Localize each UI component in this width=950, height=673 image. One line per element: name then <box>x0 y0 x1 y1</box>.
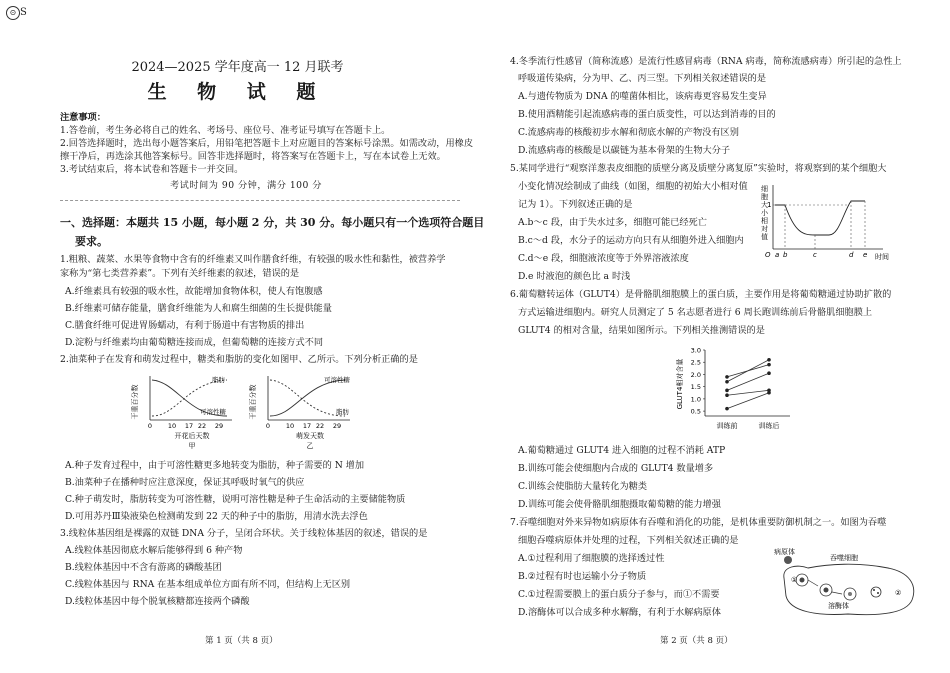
q4-option-b: B.使用酒精能引起流感病毒的蛋白质变性，可以达到消毒的目的 <box>518 109 776 120</box>
section-heading-cont: 要求。 <box>75 235 108 248</box>
tick: 10 <box>167 422 177 430</box>
data-point <box>725 407 729 411</box>
ylabel-char-1: 细 <box>761 185 768 193</box>
lysosome-label: 溶酶体 <box>828 602 849 610</box>
y-tick-label: 1.0 <box>690 395 701 404</box>
q5-one: 1 <box>767 201 772 209</box>
exam-title: 2024—2025 学年度高一 12 月联考 <box>131 60 344 75</box>
q2-chart-yi <box>250 372 365 452</box>
q2-option-c: C.种子萌发时，脂肪转变为可溶性糖，说明可溶性糖是种子生命活动的主要储能物质 <box>65 494 406 505</box>
size-curve <box>775 201 865 235</box>
logo-circle-icon: ⊙ <box>6 6 20 20</box>
page-number: 第 1 页（共 8 页） <box>205 636 278 646</box>
publisher-logo: ⊙ S <box>6 6 27 20</box>
q3-option-b: B.线粒体基因中不含有游离的磷酸基团 <box>65 562 222 573</box>
pathogen-icon <box>784 556 792 564</box>
sugar-label: 可溶性糖 <box>200 408 226 416</box>
data-point <box>767 363 771 367</box>
digested-pathogen-icon <box>848 592 852 596</box>
notice-title: 注意事项： <box>60 112 106 123</box>
fat-label: 脂肪 <box>336 408 349 416</box>
ylabel-char-5: 相 <box>761 217 768 225</box>
q1-option-d: D.淀粉与纤维素均由葡萄糖连接而成，但葡萄糖的连接方式不同 <box>65 337 324 348</box>
q2-chart-jia <box>132 372 242 452</box>
q6-stem: GLUT4 的相对含量，结果如图所示。下列相关推测错误的是 <box>518 325 765 336</box>
y-tick-label: 1.5 <box>690 383 701 392</box>
page-number: 第 2 页（共 8 页） <box>660 636 733 646</box>
subject-title: 生 物 试 题 <box>147 81 328 103</box>
x-category-before: 训练前 <box>716 422 738 430</box>
q5-stem: 记为 1）。下列叙述正确的是 <box>518 199 633 210</box>
subject-line <box>727 373 769 390</box>
chart-jia-xlabel: 开花后天数 <box>174 432 210 440</box>
page-2 <box>475 0 950 673</box>
q2-stem: 2.油菜种子在发育和萌发过程中，糖类和脂肪的变化如图甲、乙所示。下列分析正确的是 <box>60 354 418 365</box>
chart-jia-ylabel: 干重百分数 <box>131 384 139 420</box>
y-ticks <box>691 347 705 416</box>
y-tick-label: 2.5 <box>690 358 701 367</box>
notice-line: 3.考试结束后，将本试卷和答题卡一并交回。 <box>60 164 244 175</box>
data-point <box>725 393 729 397</box>
step-2-label: ② <box>895 589 902 597</box>
point-a: a <box>775 251 780 259</box>
tick: 17 <box>302 422 312 430</box>
ylabel-char-7: 值 <box>761 233 768 241</box>
q4-option-c: C.流感病毒的核酸初步水解和彻底水解的产物没有区别 <box>518 127 739 138</box>
tick: 0 <box>265 422 271 430</box>
q6-option-d: D.训练可能会使骨骼肌细胞摄取葡萄糖的能力增强 <box>518 499 721 510</box>
point-d: d <box>849 251 854 259</box>
q5-option-b: B.c～d 段，水分子的运动方向只有从细胞外进入细胞内 <box>518 235 744 246</box>
q6-option-c: C.训练会使脂肪大量转化为糖类 <box>518 481 648 492</box>
pathogen-label: 病原体 <box>774 548 795 556</box>
q1-stem: 家称为“第七类营养素”。下列有关纤维素的叙述，错误的是 <box>60 268 300 279</box>
engulfed-pathogen-icon <box>800 578 805 583</box>
q5-origin: O <box>765 251 771 259</box>
ylabel-char-4: 小 <box>761 209 768 217</box>
notice-line: 1.答卷前，考生务必将自己的姓名、考场号、座位号、准考证号填写在答题卡上。 <box>60 125 391 136</box>
q7-phagocyte-diagram <box>768 544 938 624</box>
fat-label: 脂肪 <box>212 376 225 384</box>
q6-option-b: B.训练可能会使细胞内合成的 GLUT4 数量增多 <box>518 463 714 474</box>
q3-stem: 3.线粒体基因组是裸露的双链 DNA 分子，呈闭合环状。关于线粒体基因的叙述，错误的是 <box>60 528 428 539</box>
q1-stem: 1.粗粮、蔬菜、水果等食物中含有的纤维素又叫作膳食纤维，有较强的吸水性和黏性，被营养学 <box>60 254 446 265</box>
tick: 29 <box>214 422 224 430</box>
data-point <box>725 380 729 384</box>
sugar-curve <box>270 380 345 416</box>
tick: 22 <box>315 422 325 430</box>
ylabel-char-2: 胞 <box>761 193 768 201</box>
step-1-label: ① <box>791 576 798 584</box>
fat-curve <box>270 380 345 416</box>
chart-yi-ylabel: 干重百分数 <box>249 384 257 420</box>
q3-option-c: C.线粒体基因与 RNA 在基本组成单位方面有所不同，但结构上无区别 <box>65 579 351 590</box>
data-point <box>725 389 729 393</box>
sugar-label: 可溶性糖 <box>324 376 350 384</box>
ylabel-char-3: 大 <box>761 201 768 209</box>
q2-option-d: D.可用苏丹Ⅲ染液染色检测萌发到 22 天的种子中的脂肪，用清水洗去浮色 <box>65 511 368 522</box>
q7-option-a: A.①过程利用了细胞膜的选择透过性 <box>518 553 665 564</box>
data-point <box>767 358 771 362</box>
subject-line <box>727 393 769 409</box>
q3-option-a: A.线粒体基因彻底水解后能够得到 6 种产物 <box>65 545 243 556</box>
section-heading: 一、选择题：本题共 15 小题，每小题 2 分，共 30 分。每小题只有一个选项符合题目 <box>60 216 485 229</box>
x-category-after: 训练后 <box>758 422 780 430</box>
enzyme-dot-icon <box>873 589 875 591</box>
q7-stem: 7.吞噬细胞对外来异物如病原体有吞噬和消化的功能，是机体重要防御机制之一。如图为吞噬 <box>510 517 887 528</box>
notice-line: 擦干净后，再选涂其他答案标号。回答非选择题时，将答案写在答题卡上，写在本试卷上无效。 <box>60 151 446 162</box>
y-tick-label: 0.5 <box>690 407 701 416</box>
exam-time: 考试时间为 90 分钟，满分 100 分 <box>170 180 322 191</box>
series-group <box>725 358 771 410</box>
phagocyte-label: 吞噬细胞 <box>830 554 858 562</box>
q5-option-a: A.b～c 段，由于失水过多，细胞可能已经死亡 <box>518 217 707 228</box>
q6-stem: 6.葡萄糖转运体（GLUT4）是骨骼肌细胞膜上的蛋白质，主要作用是将葡萄糖通过协助扩散的 <box>510 289 892 300</box>
lysosome-icon <box>871 587 881 597</box>
q6-stem: 方式运输进细胞内。研究人员测定了 5 名志愿者进行 6 周长跑训练前后骨骼肌细胞膜上 <box>518 307 873 318</box>
tick: 22 <box>197 422 207 430</box>
point-c: c <box>813 251 817 259</box>
tick: 10 <box>285 422 295 430</box>
q2-option-a: A.种子发育过程中，由于可溶性糖更多地转变为脂肪，种子需要的 N 增加 <box>65 460 365 471</box>
q5-stem: 小变化情况绘制成了曲线（如图，细胞的初始大小相对值 <box>518 181 748 192</box>
q5-xlabel: 时间 <box>875 253 889 261</box>
subject-line <box>727 360 769 382</box>
q4-stem: 4.冬季流行性感冒（简称流感）是流行性感冒病毒（RNA 病毒，简称流感病毒）所引起的急性上 <box>510 56 902 67</box>
enzyme-dot-icon <box>877 592 879 594</box>
point-e: e <box>863 251 868 259</box>
engulfed-pathogen-icon <box>824 588 829 593</box>
q4-option-a: A.与遗传物质为 DNA 的噬菌体相比，该病毒更容易发生变异 <box>518 91 767 102</box>
q1-option-c: C.膳食纤维可促进胃肠蠕动，有利于肠道中有害物质的排出 <box>65 320 305 331</box>
notice-line: 2.回答选择题时，选出每小题答案后，用铅笔把答题卡上对应题目的答案标号涂黑。如需改动，用橡皮 <box>60 138 474 149</box>
chart-yi-name: 乙 <box>306 442 314 450</box>
q6-glut4-chart <box>675 344 795 436</box>
q6-ylabel: GLUT4相对含量 <box>676 358 684 410</box>
q7-stem: 细胞吞噬病原体并处理的过程，下列相关叙述正确的是 <box>518 535 739 546</box>
q4-option-d: D.流感病毒的核酸是以碳链为基本骨架的生物大分子 <box>518 145 731 156</box>
q3-option-d: D.线粒体基因中每个脱氧核糖都连接两个磷酸 <box>65 596 250 607</box>
q2-option-b: B.油菜种子在播种时应注意深度，保证其呼吸时氧气的供应 <box>65 477 305 488</box>
q4-stem: 呼吸道传染病，分为甲、乙、丙三型。下列相关叙述错误的是 <box>518 73 767 84</box>
q7-option-d: D.溶酶体可以合成多种水解酶，有利于水解病原体 <box>518 607 721 618</box>
tick: 29 <box>332 422 342 430</box>
q7-option-b: B.②过程有时也运输小分子物质 <box>518 571 647 582</box>
q7-option-c: C.①过程需要膜上的蛋白质分子参与，而①不需要 <box>518 589 720 600</box>
q5-ylabel <box>761 185 770 241</box>
chart-yi-xlabel: 萌发天数 <box>296 432 324 440</box>
y-tick-label: 3.0 <box>690 346 701 355</box>
y-tick-label: 2.0 <box>690 370 701 379</box>
data-point <box>767 391 771 395</box>
data-point <box>767 371 771 375</box>
arrow-icon <box>808 580 818 586</box>
tick: 0 <box>147 422 153 430</box>
tick: 17 <box>184 422 194 430</box>
chart-jia-name: 甲 <box>188 442 196 450</box>
q1-option-a: A.纤维素具有较强的吸水性，故能增加食物体积，使人有饱腹感 <box>65 286 323 297</box>
data-point <box>725 375 729 379</box>
q5-cell-size-chart <box>753 183 898 263</box>
q5-option-d: D.e 时液泡的颜色比 a 时浅 <box>518 271 631 282</box>
arrow-icon <box>832 592 842 594</box>
q1-option-b: B.纤维素可储存能量，膳食纤维能为人和腐生细菌的生长提供能量 <box>65 303 332 314</box>
subject-line <box>727 390 769 395</box>
divider <box>60 200 460 201</box>
q5-option-c: C.d～e 段，细胞液浓度等于外界溶液浓度 <box>518 253 689 264</box>
ylabel-char-6: 对 <box>761 225 768 233</box>
q6-option-a: A.葡萄糖通过 GLUT4 进入细胞的过程不消耗 ATP <box>518 445 726 456</box>
q5-stem: 5.某同学进行“观察洋葱表皮细胞的质壁分离及质壁分离复原”实验时，将观察到的某个细胞大 <box>510 163 887 174</box>
point-b: b <box>783 251 788 259</box>
